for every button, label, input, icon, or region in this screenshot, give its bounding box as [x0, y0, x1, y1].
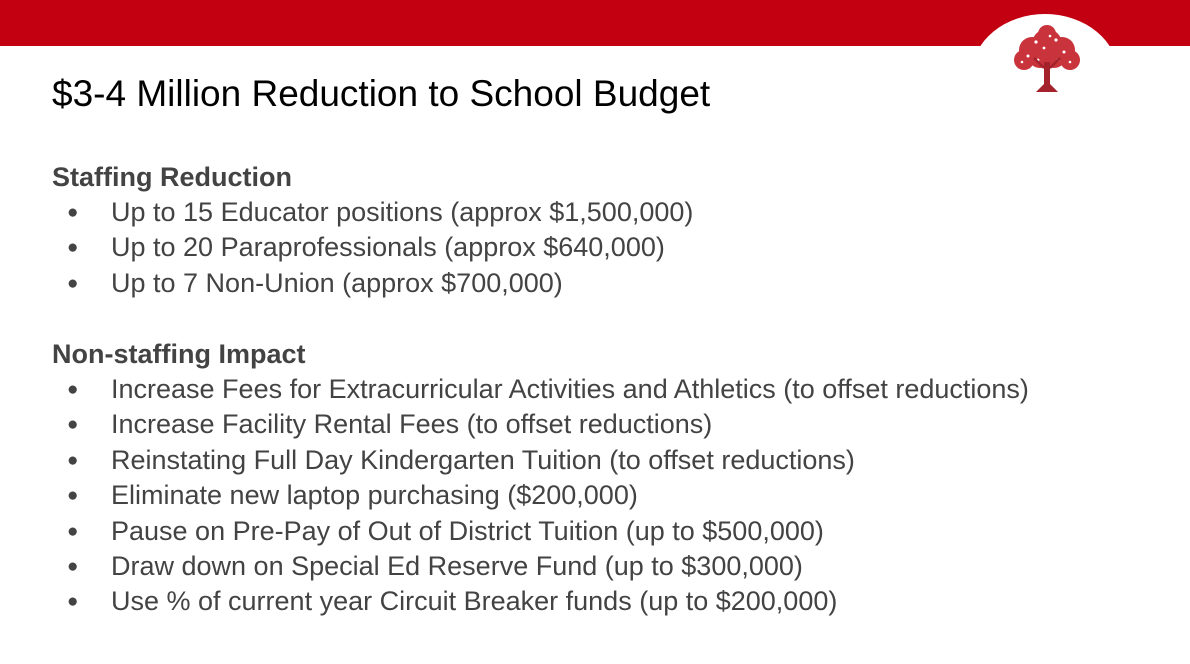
bullet-icon: ● — [67, 202, 79, 223]
staffing-reduction-section — [52, 160, 1162, 301]
bullet-icon: ● — [67, 449, 79, 471]
list-item-text: Reinstating Full Day Kindergarten Tuition (to offset reductions) — [111, 444, 855, 475]
list-item-text: Increase Fees for Extracurricular Activities and Athletics (to offset reductions) — [111, 374, 1029, 404]
list-item — [52, 549, 1162, 584]
list-item-text: Up to 15 Educator positions (approx $1,500,000) — [111, 197, 694, 227]
bullet-icon: ● — [67, 237, 79, 259]
list-item — [52, 443, 1162, 478]
bullet-icon: ● — [67, 520, 79, 542]
bullet-icon: ● — [67, 414, 79, 436]
list-item-text: Up to 7 Non-Union (approx $700,000) — [111, 267, 563, 298]
list-item-text: Use % of current year Circuit Breaker funds (up to $200,000) — [111, 586, 838, 617]
list-item — [52, 195, 1162, 230]
section-heading: Non-staffing Impact — [52, 339, 306, 369]
tree-icon — [1000, 22, 1094, 98]
bullet-icon: ● — [67, 556, 79, 578]
list-item — [52, 584, 1162, 619]
non-staffing-impact-section — [52, 337, 1162, 620]
list-item — [52, 230, 1162, 265]
bullet-icon: ● — [67, 485, 79, 507]
bullet-icon: ● — [67, 272, 79, 294]
list-item-text: Eliminate new laptop purchasing ($200,000) — [111, 480, 638, 511]
list-item — [52, 478, 1162, 513]
section-heading: Staffing Reduction — [52, 162, 292, 192]
bullet-list — [52, 372, 1162, 620]
list-item-text: Up to 20 Paraprofessionals (approx $640,000) — [111, 232, 665, 263]
list-item — [52, 407, 1162, 442]
bullet-icon: ● — [67, 591, 79, 613]
list-item — [52, 514, 1162, 549]
list-item-text: Increase Facility Rental Fees (to offset reductions) — [111, 409, 713, 440]
list-item-text: Pause on Pre-Pay of Out of District Tuition (up to $500,000) — [111, 515, 824, 546]
list-item-text: Draw down on Special Ed Reserve Fund (up to $300,000) — [111, 551, 803, 582]
bullet-icon: ● — [67, 379, 79, 400]
page-title: $3-4 Million Reduction to School Budget — [52, 73, 711, 114]
list-item — [52, 266, 1162, 301]
bullet-list — [52, 195, 1162, 301]
list-item — [52, 372, 1162, 407]
